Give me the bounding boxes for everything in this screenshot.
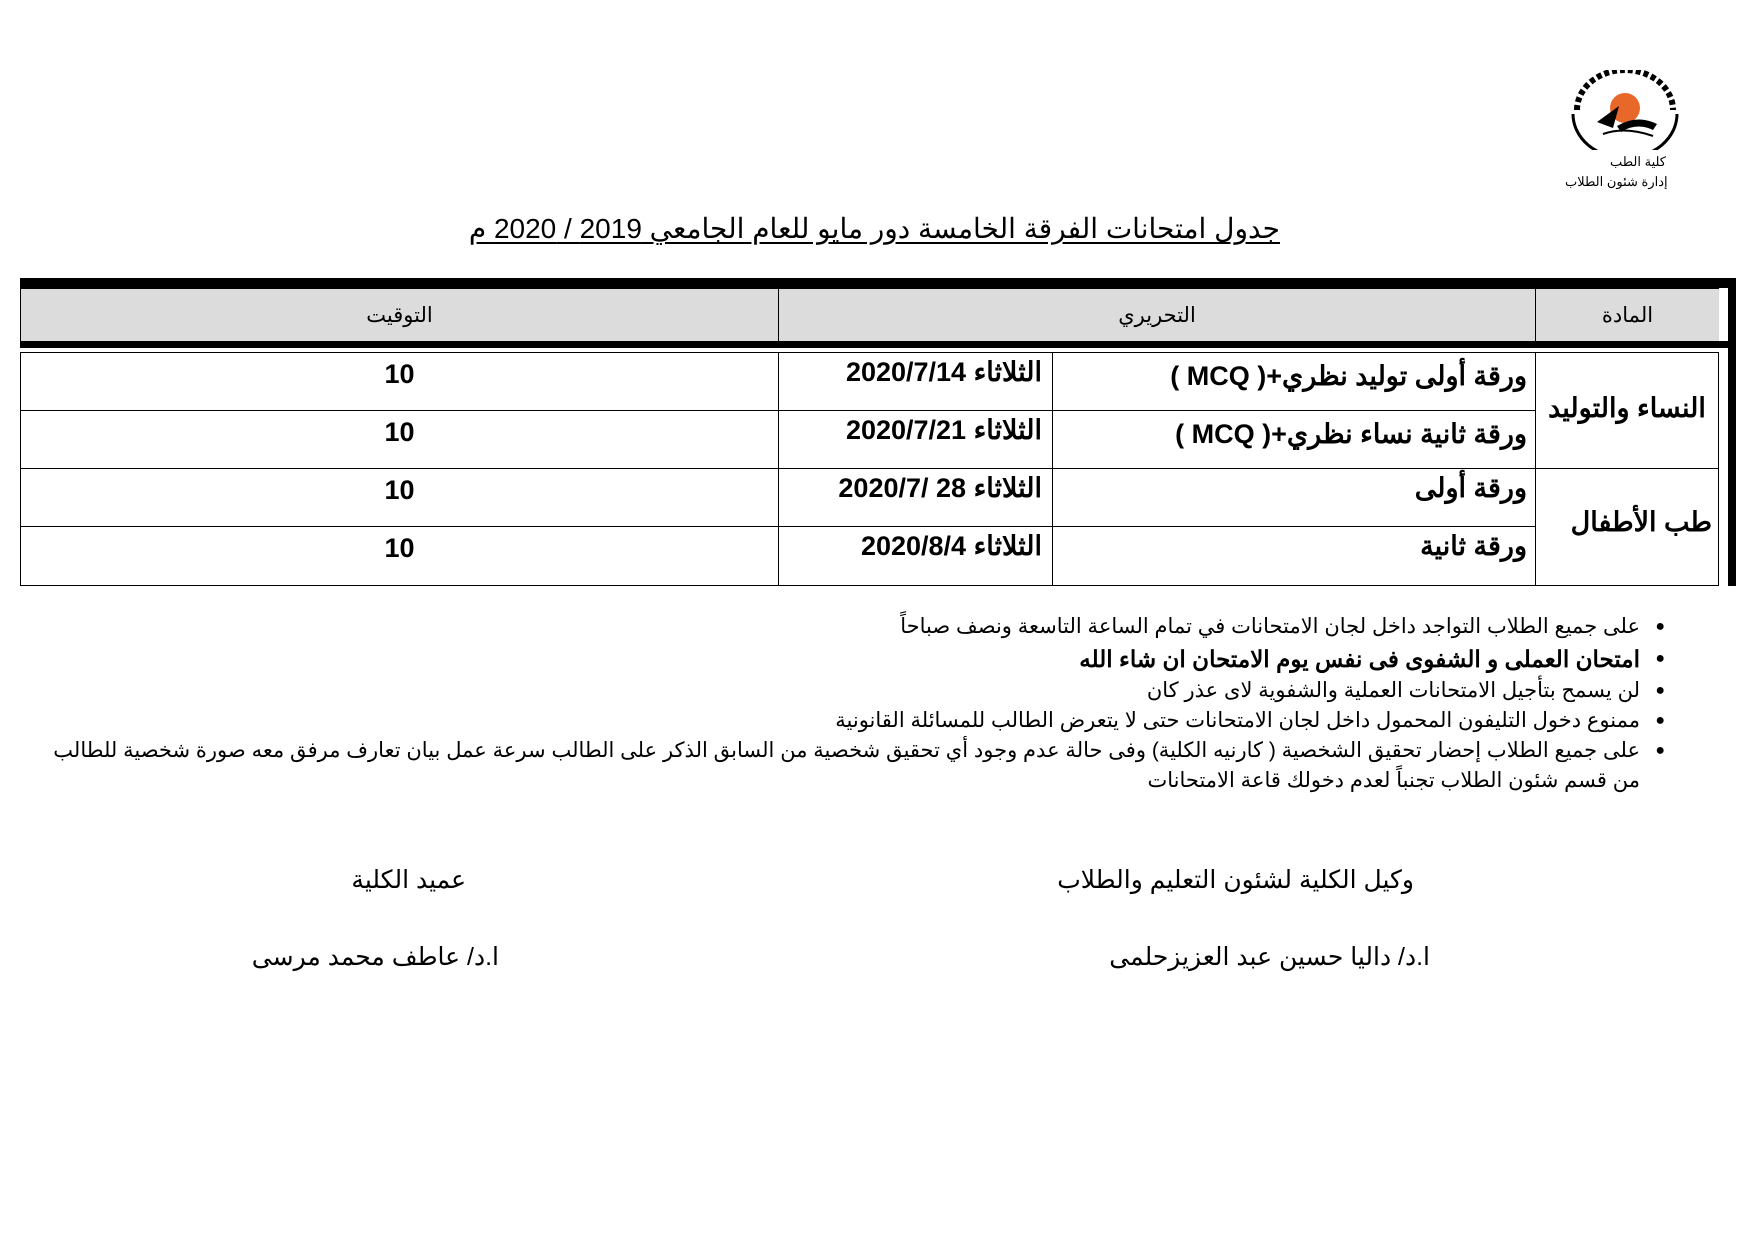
note-text: ممنوع دخول التليفون المحمول داخل لجان الامتحانات حتى لا يتعرض الطالب للمسائلة القانونية (835, 709, 1640, 732)
note-text: لن يسمح بتأجيل الامتحانات العملية والشفوية لاى عذر كان (1146, 679, 1640, 702)
exam-date-text: الثلاثاء 28 /2020/7 (838, 473, 1042, 503)
table-row (1052, 352, 1536, 411)
table-right-border (1728, 278, 1736, 586)
subject-pediatrics-label: طب الأطفال (1570, 507, 1712, 537)
bullet-icon: ● (1655, 650, 1665, 667)
header-written: التحريري (778, 288, 1536, 342)
exam-time (20, 526, 779, 586)
paper-name: ورقة ثانية (1420, 531, 1527, 561)
note-text: على جميع الطلاب إحضار تحقيق الشخصية ( كارنيه الكلية) وفى حالة عدم وجود أي تحقيق شخصية من السابق الذكر على الطالب سرعة عمل بيان تعارف مرفق معه صورة شخصية للطالب من قسم شئون الطلاب تجنباً لعدم دخولك قاعة الامتحانات (53, 739, 1640, 792)
exam-time (20, 468, 779, 527)
exam-date (778, 410, 1053, 469)
bullet-icon: ● (1655, 682, 1665, 699)
header-time: التوقيت (20, 288, 779, 342)
list-item (40, 676, 1665, 706)
exam-time-text: 10 (384, 359, 415, 389)
paper-name: ورقة ثانية نساء نظري+( MCQ ) (1175, 419, 1527, 449)
list-item (40, 736, 1665, 796)
bullet-icon: ● (1655, 742, 1665, 759)
dean-name: ا.د/ عاطف محمد مرسى (251, 943, 499, 971)
note-text: امتحان العملى و الشفوى فى نفس يوم الامتحان ان شاء الله (1079, 646, 1640, 672)
page-title: جدول امتحانات الفرقة الخامسة دور مايو للعام الجامعي 2019 / 2020 م (468, 213, 1280, 244)
notes-list (40, 612, 1665, 796)
table-row (1052, 468, 1536, 527)
department-name: إدارة شئون الطلاب (1565, 174, 1668, 189)
exam-time (20, 352, 779, 411)
exam-date (778, 468, 1053, 527)
header-subject: المادة (1535, 288, 1719, 342)
exam-date (778, 526, 1053, 586)
exam-time-text: 10 (384, 533, 415, 563)
table-row (1052, 526, 1536, 586)
bullet-icon: ● (1655, 618, 1665, 635)
dean-title: عميد الكلية (351, 866, 466, 894)
note-text: على جميع الطلاب التواجد داخل لجان الامتحانات في تمام الساعة التاسعة ونصف صباحاً (900, 615, 1640, 638)
list-item (40, 706, 1665, 736)
vice-dean-name: ا.د/ داليا حسين عبد العزيزحلمى (1109, 943, 1430, 971)
subject-pediatrics (1535, 468, 1719, 586)
paper-name: ورقة أولى (1414, 473, 1527, 503)
exam-date (778, 352, 1053, 411)
subject-gynecology-label: النساء والتوليد (1548, 393, 1706, 423)
exam-date-text: الثلاثاء 2020/7/14 (845, 357, 1042, 387)
table-top-border (20, 278, 1736, 288)
exam-date-text: الثلاثاء 2020/7/21 (845, 415, 1042, 445)
exam-time-text: 10 (384, 475, 415, 505)
bullet-icon: ● (1655, 712, 1665, 729)
subject-gynecology (1535, 352, 1719, 469)
exam-schedule-table (20, 278, 1736, 586)
paper-name: ورقة أولى توليد نظري+( MCQ ) (1170, 361, 1527, 391)
list-item (40, 642, 1665, 676)
list-item (40, 612, 1665, 642)
university-logo-icon (1565, 70, 1685, 150)
header-divider (20, 341, 1736, 348)
exam-time (20, 410, 779, 469)
exam-date-text: الثلاثاء 2020/8/4 (860, 531, 1042, 561)
exam-time-text: 10 (384, 417, 415, 447)
table-row (1052, 410, 1536, 469)
university-logo (1545, 70, 1705, 200)
faculty-name: كلية الطب (1610, 154, 1666, 169)
vice-dean-title: وكيل الكلية لشئون التعليم والطلاب (1057, 866, 1414, 894)
